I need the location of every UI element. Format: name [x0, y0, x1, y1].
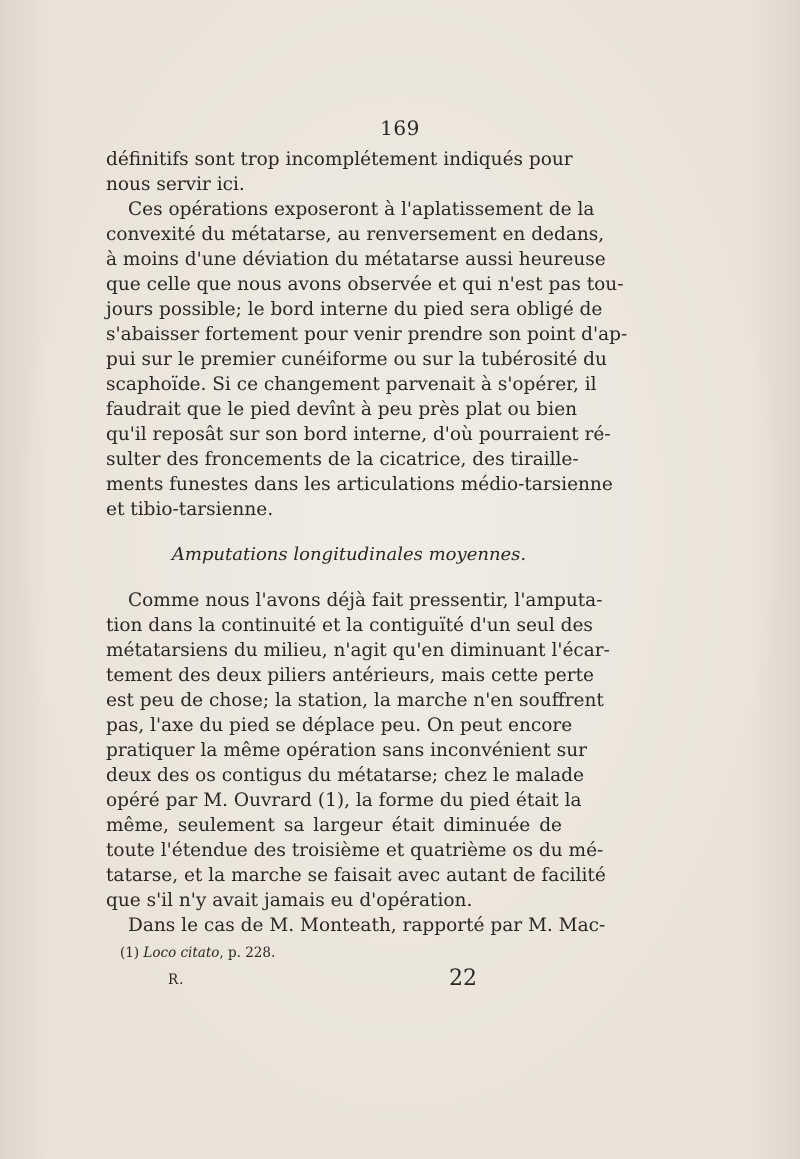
text-line: et tibio-tarsienne.	[106, 499, 274, 520]
text-line: à moins d'une déviation du métatarse aussi heureuse	[106, 249, 606, 270]
text-line: deux des os contigus du métatarse; chez le malade	[106, 765, 584, 786]
text-line: est peu de chose; la station, la marche n'en souffrent	[106, 690, 604, 711]
text-line: même, seulement sa largeur était diminuée de	[106, 815, 562, 836]
text-line: qu'il reposât sur son bord interne, d'où pourraient ré-	[106, 424, 611, 445]
sheet-number: 22	[449, 966, 477, 991]
text-line: tatarse, et la marche se faisait avec autant de facilité	[106, 865, 606, 886]
text-line: que celle que nous avons observée et qui n'est pas tou-	[106, 274, 624, 295]
text-line: tement des deux piliers antérieurs, mais cette perte	[106, 665, 594, 686]
text-line: métatarsiens du milieu, n'agit qu'en diminuant l'écar-	[106, 640, 610, 661]
text-line: ments funestes dans les articulations médio-tarsienne	[106, 474, 613, 495]
text-line: Comme nous l'avons déjà fait pressentir, l'amputa-	[128, 590, 603, 611]
body-text	[106, 147, 628, 938]
paragraph-3	[106, 588, 610, 913]
text-line: nous servir ici.	[106, 174, 245, 195]
text-line: scaphoïde. Si ce changement parvenait à s'opérer, il	[106, 374, 597, 395]
text-line: Dans le cas de M. Monteath, rapporté par M. Mac-	[128, 915, 606, 936]
text-line: Ces opérations exposeront à l'aplatissement de la	[128, 199, 595, 220]
footnote-title: Loco citato	[143, 945, 220, 961]
text-line: tion dans la continuité et la contiguïté d'un seul des	[106, 615, 593, 636]
text-line: que s'il n'y avait jamais eu d'opération.	[106, 890, 473, 911]
text-line: toute l'étendue des troisième et quatrième os du mé-	[106, 840, 604, 861]
section-heading: Amputations longitudinales moyennes.	[171, 544, 527, 565]
page-number: 169	[380, 116, 420, 140]
text-line: faudrait que le pied devînt à peu près plat ou bien	[106, 399, 578, 420]
paragraph-4	[106, 913, 606, 938]
footnote	[120, 945, 275, 961]
paragraph-1	[106, 147, 573, 197]
text-line: s'abaisser fortement pour venir prendre son point d'ap-	[106, 324, 628, 345]
paragraph-2	[106, 197, 628, 522]
text-line: définitifs sont trop incomplétement indiqués pour	[106, 149, 573, 170]
text-line: pratiquer la même opération sans inconvénient sur	[106, 740, 587, 761]
text-line: jours possible; le bord interne du pied sera obligé de	[106, 299, 603, 320]
text-line: pas, l'axe du pied se déplace peu. On peut encore	[106, 715, 573, 736]
signature-mark: R.	[168, 972, 185, 988]
text-line: pui sur le premier cunéiforme ou sur la tubérosité du	[106, 349, 607, 370]
text-line: sulter des froncements de la cicatrice, des tiraille-	[106, 449, 579, 470]
footnote-marker: (1)	[120, 945, 140, 961]
footnote-page-ref: , p. 228.	[219, 945, 276, 961]
text-line: opéré par M. Ouvrard (1), la forme du pied était la	[106, 790, 582, 811]
text-line: convexité du métatarse, au renversement en dedans,	[106, 224, 605, 245]
